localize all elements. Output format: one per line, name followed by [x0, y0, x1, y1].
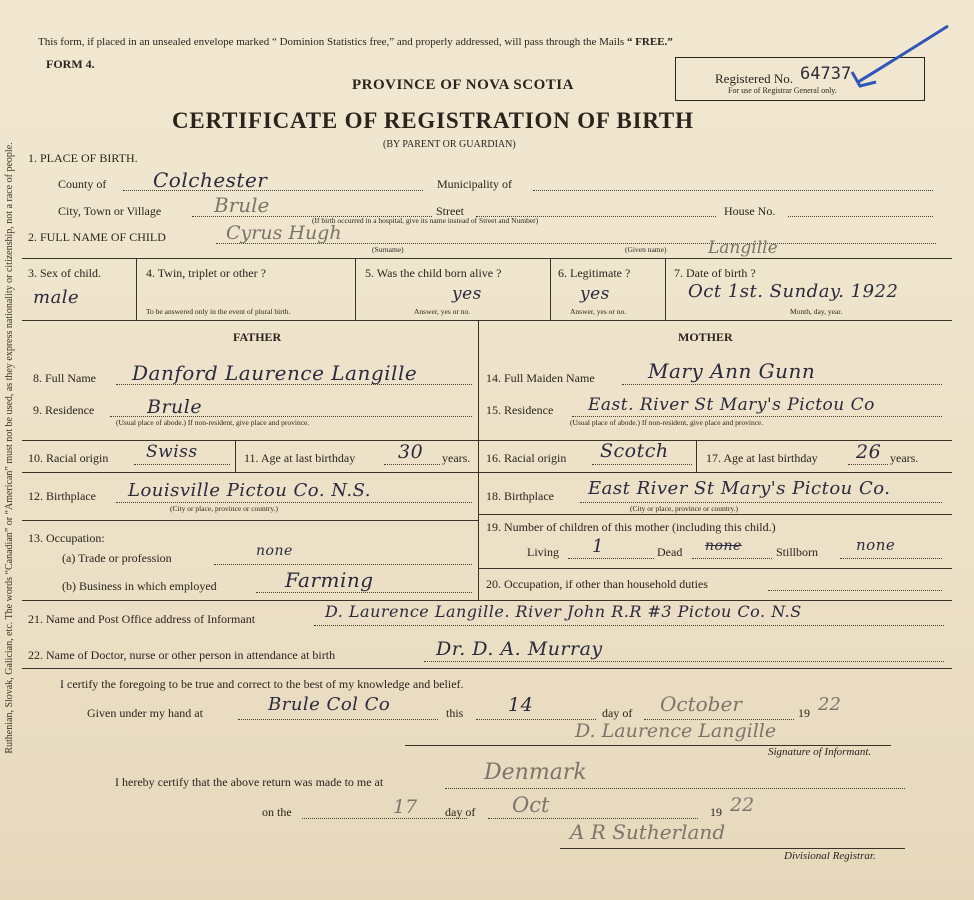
municipality-label: Municipality of — [437, 177, 512, 191]
reg-day: 17 — [393, 796, 418, 818]
form-number: FORM 4. — [46, 57, 95, 71]
stillborn-value: none — [856, 536, 896, 554]
mother-race-label: 16. Racial origin — [486, 451, 567, 465]
father-res-label: 9. Residence — [33, 403, 95, 417]
mother-bp-label: 18. Birthplace — [486, 489, 554, 503]
signature-caption: Signature of Informant. — [768, 746, 872, 758]
alive-label: 5. Was the child born alive ? — [365, 266, 502, 280]
house-label: House No. — [724, 204, 776, 218]
father-heading: FATHER — [233, 330, 282, 344]
side-note: Ruthenian, Slovak, Galician, etc. The words “Canadian” or “American” must not be used, as they express nationality or citizenship, not a race of people. — [4, 142, 15, 754]
mail-notice-text: This form, if placed in an unsealed envelope marked “ Dominion Statistics free,” and properly addressed, will pass through the Mails — [38, 36, 625, 48]
mother-occ-label: 20. Occupation, if other than household duties — [486, 577, 708, 591]
father-res: Brule — [147, 396, 203, 418]
mail-free: “ FREE.” — [626, 36, 673, 48]
child-given-names: Cyrus Hugh — [226, 222, 342, 244]
registered-number: 64737 — [800, 64, 852, 84]
mother-bp-note: (City or place, province or country.) — [630, 504, 739, 513]
trade-label: (a) Trade or profession — [62, 551, 172, 565]
living-value: 1 — [592, 536, 604, 557]
reg-year-prefix: 19 — [710, 805, 722, 819]
city-label: City, Town or Village — [58, 204, 162, 218]
sex-value: male — [33, 287, 80, 308]
stillborn-label: Stillborn — [776, 545, 819, 559]
county-value: Colchester — [153, 168, 268, 192]
given-label: Given under my hand at — [87, 706, 203, 720]
check-mark-icon — [848, 20, 958, 100]
mother-name-label: 14. Full Maiden Name — [486, 371, 595, 385]
year-prefix: 19 — [798, 706, 810, 720]
mother-age-label: 17. Age at last birthday — [706, 451, 818, 465]
return-place: Denmark — [484, 760, 587, 785]
child-surname: Langille — [708, 238, 778, 258]
sex-label: 3. Sex of child. — [28, 266, 101, 280]
county-label: County of — [58, 177, 107, 191]
given-day: 14 — [508, 694, 534, 716]
registrar-caption: Divisional Registrar. — [784, 850, 876, 862]
reg-month: Oct — [512, 793, 550, 817]
alive-value: yes — [452, 284, 482, 304]
given-place: Brule Col Co — [268, 694, 391, 715]
twin-label: 4. Twin, triplet or other ? — [146, 266, 266, 280]
mother-children-label: 19. Number of children of this mother (including this child.) — [486, 520, 776, 534]
dob-value: Oct 1st. Sunday. 1922 — [688, 281, 899, 302]
father-name: Danford Laurence Langille — [132, 361, 418, 385]
registrar-use-note: For use of Registrar General only. — [728, 86, 837, 95]
mother-race: Scotch — [600, 440, 669, 462]
registered-label: Registered No. — [715, 71, 793, 86]
reg-day-of: day of — [445, 805, 476, 819]
father-bp: Louisville Pictou Co. N.S. — [128, 480, 371, 501]
on-the-label: on the — [262, 805, 292, 819]
father-bp-note: (City or place, province or country.) — [170, 504, 279, 513]
dead-value: none — [705, 538, 742, 554]
mother-res-note: (Usual place of abode.) If non-resident, give place and province. — [570, 418, 764, 427]
business-label: (b) Business in which employed — [62, 579, 217, 593]
father-bp-label: 12. Birthplace — [28, 489, 96, 503]
living-label: Living — [527, 545, 559, 559]
father-occ-label: 13. Occupation: — [28, 531, 105, 545]
this-label: this — [446, 706, 464, 720]
day-of-label: day of — [602, 706, 633, 720]
city-value: Brule — [214, 193, 270, 217]
mother-bp: East River St Mary's Pictou Co. — [588, 478, 891, 499]
given-year: 22 — [818, 694, 841, 715]
dob-note: Month, day, year. — [790, 307, 843, 316]
surname-caption: (Surname) — [372, 245, 404, 254]
given-month: October — [660, 692, 742, 716]
place-of-birth-label: 1. PLACE OF BIRTH. — [28, 151, 138, 165]
business-value: Farming — [285, 568, 374, 592]
mother-years: years. — [890, 451, 919, 465]
alive-note: Answer, yes or no. — [414, 307, 471, 316]
father-age-label: 11. Age at last birthday — [244, 451, 356, 465]
father-name-label: 8. Full Name — [33, 371, 96, 385]
mail-notice — [38, 36, 673, 48]
father-race: Swiss — [146, 442, 198, 462]
reg-year: 22 — [730, 794, 755, 816]
doctor-value: Dr. D. A. Murray — [436, 638, 603, 660]
trade-value: none — [256, 543, 293, 559]
doctor-label: 22. Name of Doctor, nurse or other person in attendance at birth — [28, 648, 336, 662]
child-name-label: 2. FULL NAME OF CHILD — [28, 230, 166, 244]
mother-heading: MOTHER — [678, 330, 733, 344]
informant-signature: D. Laurence Langille — [575, 720, 777, 742]
mother-age: 26 — [856, 441, 882, 463]
province: PROVINCE OF NOVA SCOTIA — [352, 77, 574, 93]
dob-label: 7. Date of birth ? — [674, 266, 756, 280]
father-age: 30 — [398, 441, 424, 463]
father-res-note: (Usual place of abode.) If non-resident, give place and province. — [116, 418, 310, 427]
informant-value: D. Laurence Langille. River John R.R #3 Pictou Co. N.S — [325, 602, 802, 621]
father-race-label: 10. Racial origin — [28, 451, 109, 465]
legit-value: yes — [580, 284, 610, 304]
page-subtitle: (BY PARENT OR GUARDIAN) — [383, 139, 516, 150]
return-label: I hereby certify that the above return was made to me at — [115, 775, 384, 789]
hospital-note: (If birth occurred in a hospital, give its name instead of Street and Number) — [312, 216, 539, 225]
page-title: CERTIFICATE OF REGISTRATION OF BIRTH — [172, 108, 694, 133]
dead-label: Dead — [657, 545, 683, 559]
twin-note: To be answered only in the event of plural birth. — [146, 307, 291, 316]
registrar-signature: A R Sutherland — [570, 820, 726, 844]
informant-label: 21. Name and Post Office address of Informant — [28, 612, 256, 626]
given-caption: (Given name) — [625, 245, 667, 254]
mother-res-label: 15. Residence — [486, 403, 554, 417]
certify-text: I certify the foregoing to be true and correct to the best of my knowledge and belief. — [60, 677, 464, 691]
street-label: Street — [436, 204, 464, 218]
legit-note: Answer, yes or no. — [570, 307, 627, 316]
father-years: years. — [442, 451, 471, 465]
mother-name: Mary Ann Gunn — [648, 359, 816, 383]
legit-label: 6. Legitimate ? — [558, 266, 631, 280]
mother-res: East. River St Mary's Pictou Co — [588, 395, 875, 415]
